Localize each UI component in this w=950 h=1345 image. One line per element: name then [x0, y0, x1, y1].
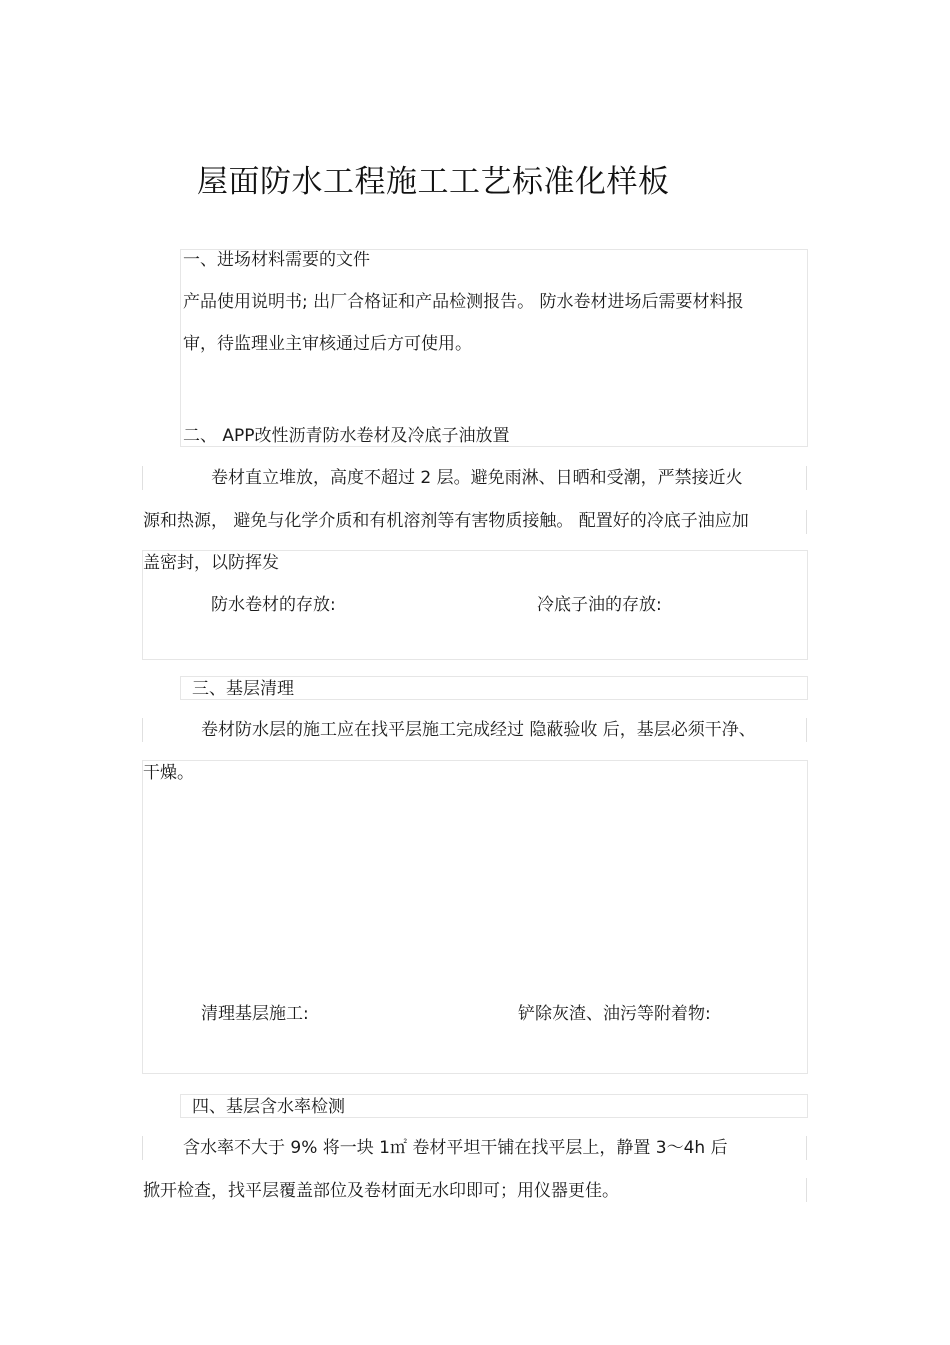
section3-text-line1: 卷材防水层的施工应在找平层施工完成经过 隐蔽验收 后，基层必须干净、	[201, 720, 756, 740]
section3-text-line2: 干燥。	[143, 763, 194, 783]
frame-line	[806, 1136, 807, 1160]
section4-text-line1: 含水率不大于 9% 将一块 1㎡ 卷材平坦干铺在找平层上，静置 3～4h 后	[183, 1138, 728, 1158]
section3-caption-left: 清理基层施工:	[201, 1004, 309, 1024]
section3-caption-right: 铲除灰渣、油污等附着物:	[518, 1004, 711, 1024]
section3-heading: 三、基层清理	[192, 679, 294, 699]
section3-image-frame	[142, 760, 808, 1074]
section1-text-line2: 审，待监理业主审核通过后方可使用。	[183, 334, 472, 354]
section4-text-line2: 掀开检查，找平层覆盖部位及卷材面无水印即可；用仪器更佳。	[143, 1181, 619, 1201]
section2-text-line2: 源和热源， 避免与化学介质和有机溶剂等有害物质接触。 配置好的冷底子油应加	[143, 511, 749, 531]
section2-caption-right: 冷底子油的存放:	[537, 595, 662, 615]
page-title: 屋面防水工程施工工艺标准化样板	[197, 164, 670, 200]
frame-line	[806, 1178, 807, 1202]
frame-line	[806, 466, 807, 490]
section2-text-line1: 卷材直立堆放，高度不超过 2 层。避免雨淋、日晒和受潮，严禁接近火	[211, 468, 743, 488]
frame-line	[142, 466, 143, 490]
frame-line	[806, 718, 807, 742]
section2-caption-left: 防水卷材的存放:	[211, 595, 336, 615]
section2-text-line3: 盖密封，以防挥发	[143, 553, 279, 573]
frame-line	[142, 1136, 143, 1160]
section2-heading: 二、 APP改性沥青防水卷材及冷底子油放置	[183, 426, 510, 446]
section1-text-line1: 产品使用说明书; 出厂合格证和产品检测报告。 防水卷材进场后需要材料报	[183, 292, 744, 312]
section4-heading: 四、基层含水率检测	[192, 1097, 345, 1117]
frame-line	[806, 510, 807, 534]
section1-heading: 一、进场材料需要的文件	[183, 250, 370, 270]
frame-line	[142, 718, 143, 742]
